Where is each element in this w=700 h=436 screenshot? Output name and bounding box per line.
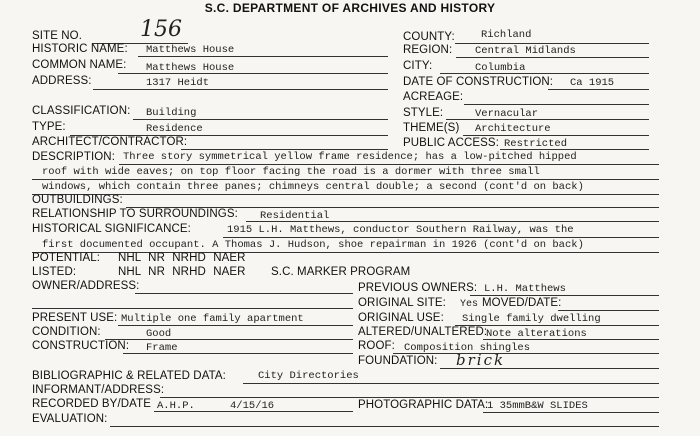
altered-value: Note alterations — [486, 328, 587, 340]
moved-date-line — [558, 310, 659, 311]
public-access-value: Restricted — [504, 138, 568, 150]
significance-rule-1 — [223, 237, 659, 238]
description-line-1: Three story symmetrical yellow frame residence; has a low-pitched hipped — [123, 151, 577, 163]
architect-label: ARCHITECT/CONTRACTOR: — [32, 135, 188, 149]
recorded-by-value: A.H.P. — [157, 400, 195, 412]
classification-line — [133, 119, 388, 120]
owner-address-line-2 — [32, 308, 353, 309]
listed-options: NHL NR NRHD NAER — [118, 265, 246, 279]
recorded-date-value: 4/15/16 — [230, 400, 275, 412]
historic-name-line — [138, 56, 388, 57]
condition-line — [105, 339, 353, 340]
condition-label: CONDITION: — [32, 325, 101, 339]
bibliographic-value: City Directories — [258, 370, 359, 382]
roof-value: Composition shingles — [404, 342, 531, 354]
foundation-label: FOUNDATION: — [358, 354, 438, 368]
theme-label: THEME(S) — [403, 121, 460, 135]
site-no-value: 156 — [140, 17, 182, 42]
significance-label: HISTORICAL SIGNIFICANCE: — [32, 222, 191, 236]
photographic-value: 1 35mmB&W SLIDES — [487, 400, 588, 412]
present-use-value: Multiple one family apartment — [121, 313, 304, 325]
bibliographic-line — [243, 383, 659, 384]
region-label: REGION: — [403, 43, 453, 57]
previous-owners-value: L.H. Matthews — [484, 283, 566, 295]
relationship-label: RELATIONSHIP TO SURROUNDINGS: — [32, 207, 238, 221]
county-line — [455, 43, 649, 44]
description-rule-3 — [32, 194, 659, 195]
date-construction-line — [548, 89, 649, 90]
type-value: Residence — [146, 123, 203, 135]
construction-value: Frame — [146, 342, 178, 354]
moved-date-label: MOVED/DATE: — [482, 296, 562, 310]
significance-line-2: first documented occupant. A Thomas J. Hudson, shoe repairman in 1926 (cont'd on back) — [42, 239, 584, 251]
common-name-value: Matthews House — [146, 62, 235, 74]
listed-label: LISTED: — [32, 265, 77, 279]
city-value: Columbia — [475, 62, 526, 74]
potential-label: POTENTIAL: — [32, 251, 101, 265]
evaluation-label: EVALUATION: — [32, 412, 108, 426]
outbuildings-label: OUTBUILDINGS: — [32, 193, 123, 207]
description-line-2: roof with wide eaves; on top floor facing the road is a dormer with three small — [42, 166, 540, 178]
type-label: TYPE: — [32, 120, 66, 134]
description-line-3: windows, which contain three panes; chimneys central double; a second (cont'd on back) — [42, 181, 584, 193]
county-label: COUNTY: — [403, 30, 455, 44]
foundation-value: brick — [456, 351, 506, 369]
present-use-label: PRESENT USE: — [32, 311, 118, 325]
original-site-value: Yes — [460, 299, 479, 310]
description-rule-1 — [119, 164, 659, 165]
county-value: Richland — [481, 29, 532, 41]
owner-address-label: OWNER/ADDRESS: — [32, 279, 140, 293]
address-value: 1317 Heidt — [146, 77, 210, 89]
address-line — [93, 89, 388, 90]
region-line — [456, 57, 649, 58]
common-name-label: COMMON NAME: — [32, 58, 127, 72]
description-rule-2 — [32, 179, 659, 180]
bibliographic-label: BIBLIOGRAPHIC & RELATED DATA: — [32, 369, 226, 383]
style-value: Vernacular — [475, 108, 539, 120]
address-label: ADDRESS: — [32, 74, 92, 88]
potential-options: NHL NR NRHD NAER — [118, 251, 246, 265]
city-line — [440, 73, 649, 74]
city-label: CITY: — [403, 59, 433, 73]
altered-label: ALTERED/UNALTERED: — [358, 325, 488, 339]
date-construction-label: DATE OF CONSTRUCTION: — [403, 75, 554, 89]
architect-line — [181, 149, 388, 150]
previous-owners-label: PREVIOUS OWNERS: — [358, 281, 478, 295]
photographic-label: PHOTOGRAPHIC DATA: — [358, 398, 489, 412]
informant-label: INFORMANT/ADDRESS: — [32, 383, 165, 397]
evaluation-line — [110, 426, 659, 427]
classification-label: CLASSIFICATION: — [32, 104, 131, 118]
photographic-line — [483, 412, 659, 413]
relationship-value: Residential — [260, 210, 330, 222]
owner-address-line — [135, 293, 353, 294]
historic-name-label: HISTORIC NAME: — [32, 42, 128, 56]
form-header: S.C. DEPARTMENT OF ARCHIVES AND HISTORY — [204, 1, 496, 15]
style-label: STYLE: — [403, 106, 444, 120]
condition-value: Good — [146, 328, 172, 340]
acreage-label: ACREAGE: — [403, 90, 464, 104]
present-use-line — [118, 325, 353, 326]
original-use-label: ORIGINAL USE: — [358, 311, 444, 325]
region-value: Central Midlands — [475, 45, 576, 57]
roof-label: ROOF: — [358, 339, 395, 353]
significance-line-1: 1915 L.H. Matthews, conductor Southern Railway, was the — [227, 224, 574, 236]
construction-label: CONSTRUCTION: — [32, 339, 130, 353]
original-use-value: Single family dwelling — [462, 313, 601, 325]
date-construction-value: Ca 1915 — [570, 77, 615, 89]
classification-value: Building — [146, 107, 197, 119]
public-access-label: PUBLIC ACCESS: — [403, 136, 499, 150]
original-site-label: ORIGINAL SITE: — [358, 296, 446, 310]
theme-value: Architecture — [475, 123, 551, 135]
recorded-label: RECORDED BY/DATE — [32, 397, 151, 411]
site-no-label: SITE NO. — [32, 29, 83, 43]
marker-program: S.C. MARKER PROGRAM — [271, 265, 411, 279]
acreage-line — [464, 104, 649, 105]
description-label: DESCRIPTION: — [32, 150, 115, 164]
historic-name-value: Matthews House — [146, 44, 235, 56]
